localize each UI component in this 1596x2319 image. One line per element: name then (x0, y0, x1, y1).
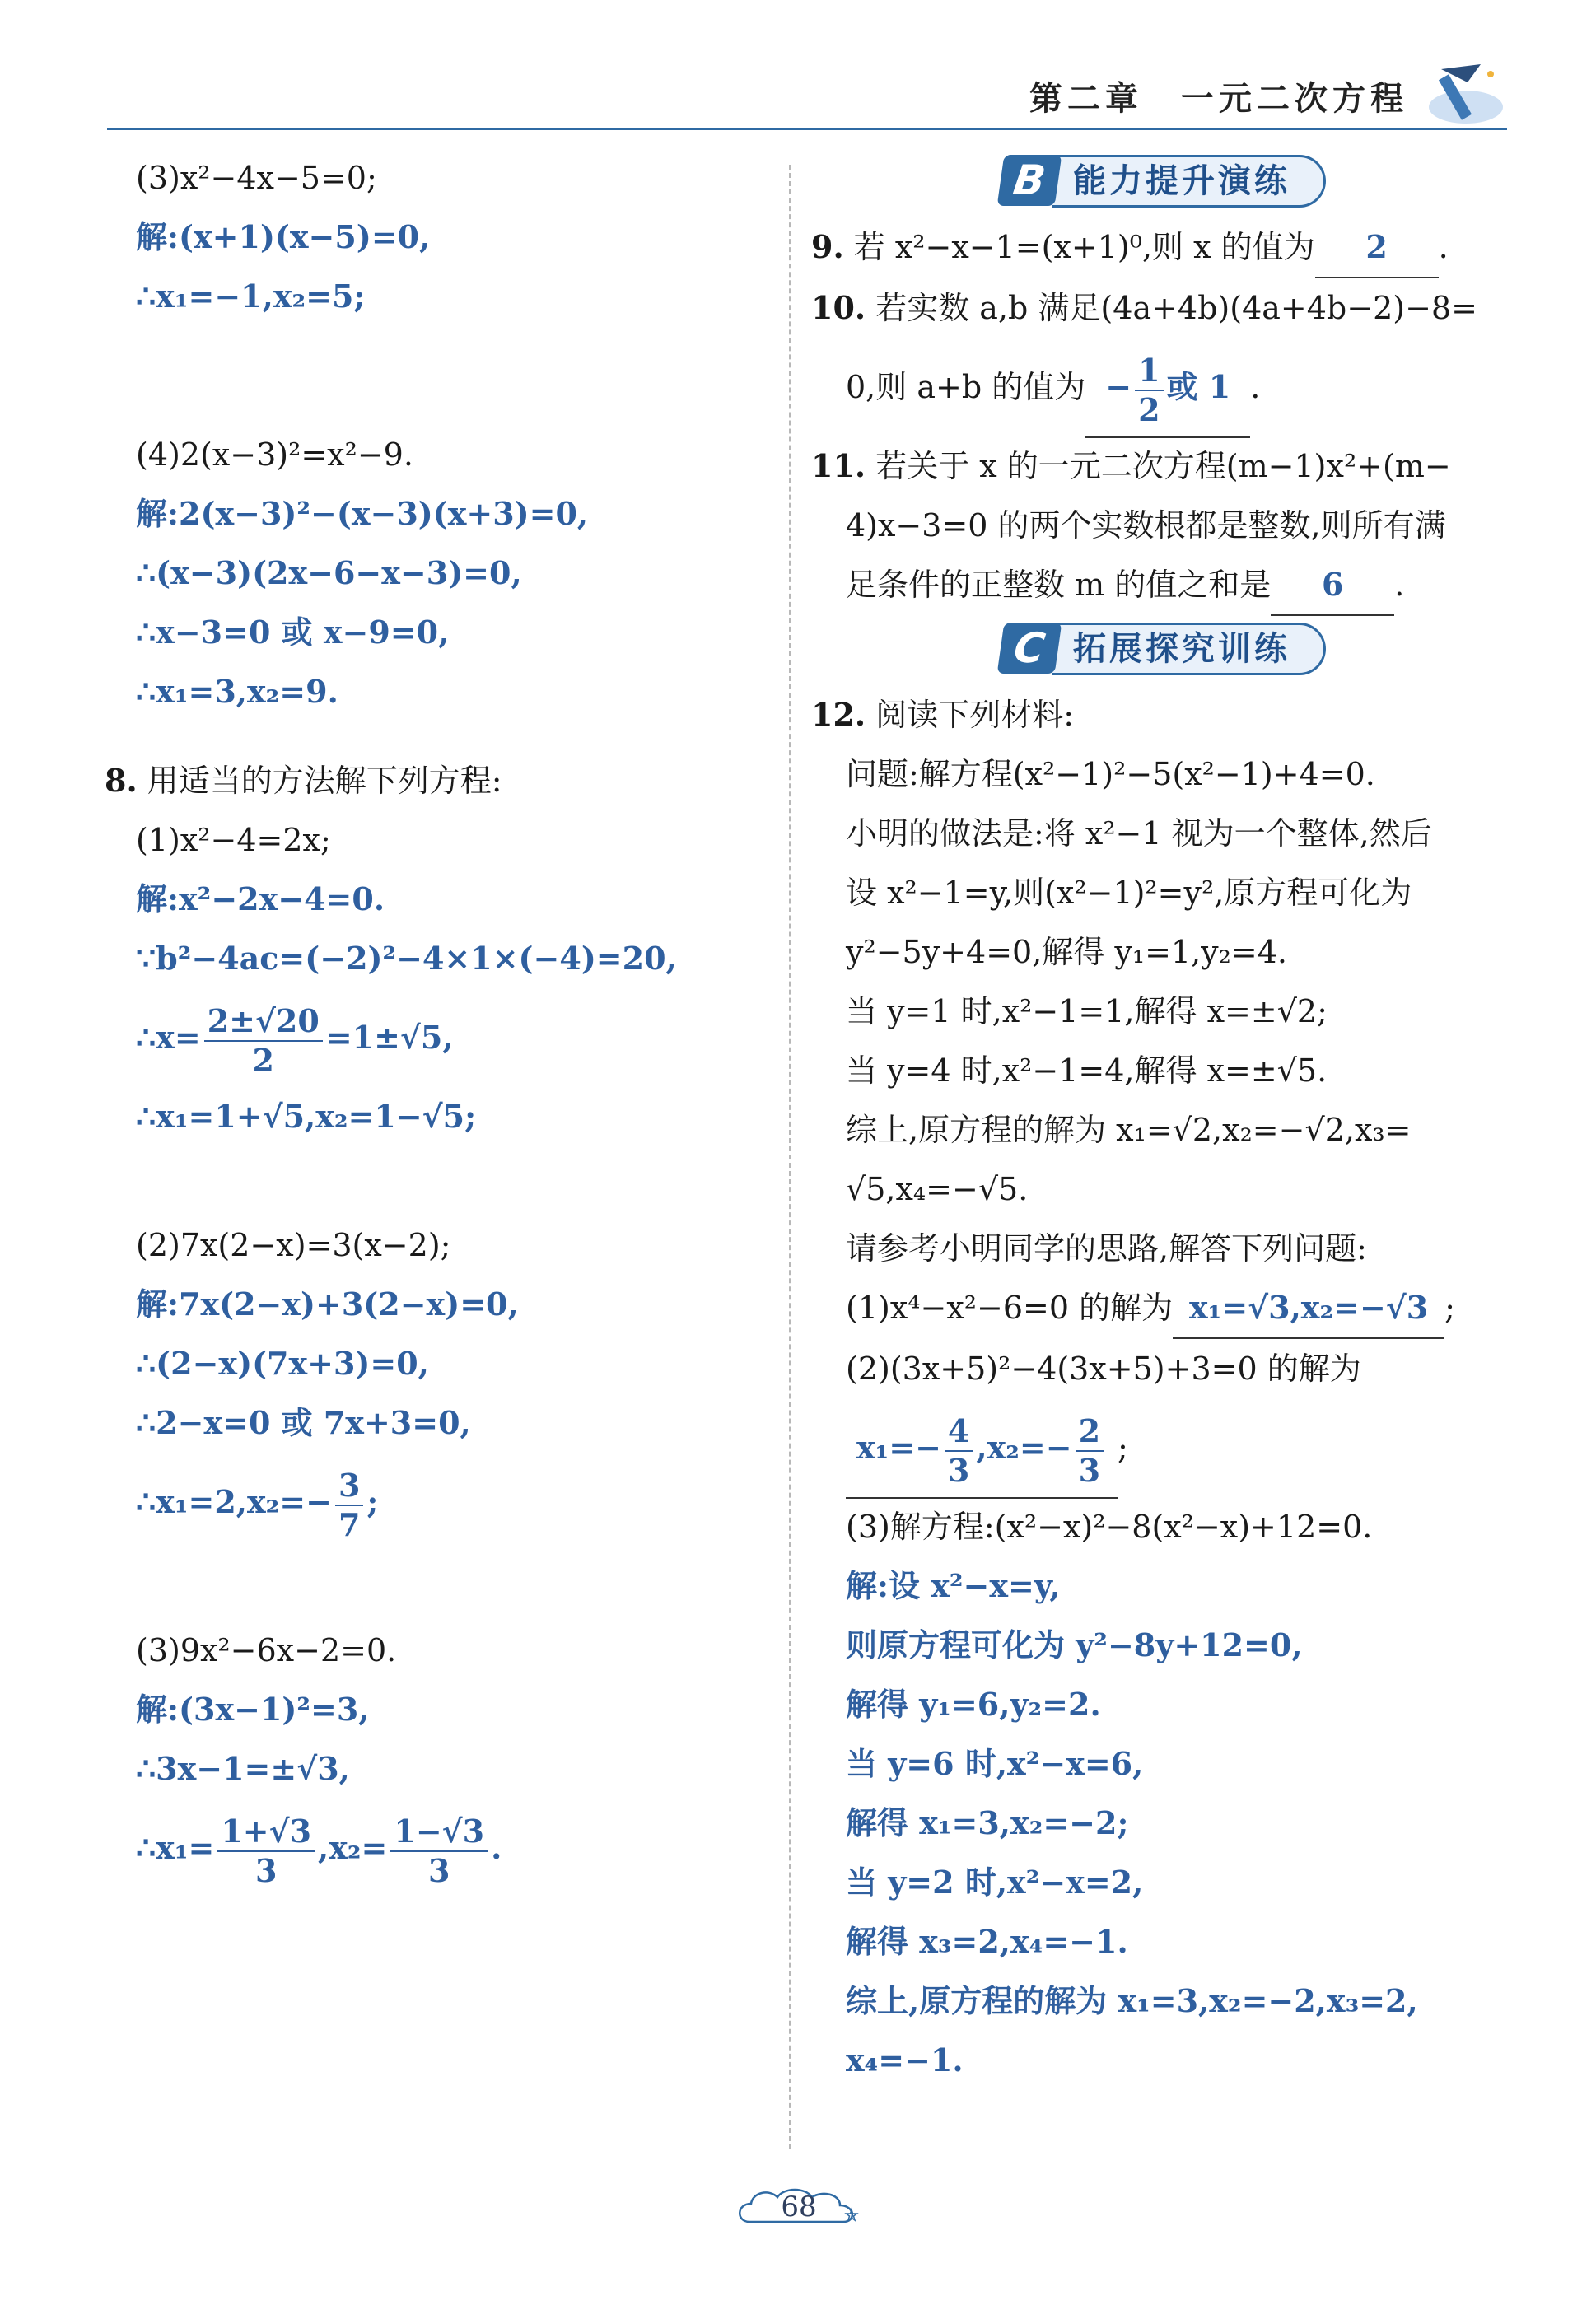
subquestion-2-end: ; (1118, 1430, 1128, 1466)
problem-4-step1: 解:2(x−3)²−(x−3)(x+3)=0, (136, 495, 589, 532)
question-10-answer-fraction (1135, 352, 1163, 429)
subquestion-3-step6: 当 y=2 时,x²−x=2, (846, 1864, 1144, 1901)
question-11-number: 11. (811, 447, 866, 484)
q8-1-step3 (136, 988, 762, 1087)
problem-4-question: (4)2(x−3)²=x²−9. (136, 436, 413, 473)
question-11-text-1: 若关于 x 的一元二次方程(m−1)x²+(m− (875, 448, 1451, 484)
subquestion-2-fraction-2 (1076, 1412, 1104, 1490)
q8-3-step3-middle: ,x₂= (318, 1829, 388, 1866)
q8-2-step1: 解:7x(2−x)+3(2−x)=0, (136, 1285, 519, 1323)
question-10-line2 (811, 338, 1478, 436)
material-line-5: 当 y=1 时,x²−1=1,解得 x=±√2; (846, 993, 1328, 1029)
question-12-number: 12. (811, 696, 866, 733)
q8-3-question: (3)9x²−6x−2=0. (136, 1632, 397, 1668)
q8-3-step3-prefix: ∴x₁= (136, 1829, 215, 1866)
problem-3-question: (3)x²−4x−5=0; (136, 160, 377, 196)
subquestion-3-step1: 解:设 x²−x=y, (846, 1567, 1061, 1604)
subquestion-2-answer-line (811, 1398, 1478, 1497)
q8-3-fraction-1-denominator: 3 (254, 1851, 278, 1889)
q8-2-step3: ∴2−x=0 或 7x+3=0, (136, 1404, 471, 1441)
question-12-text: 阅读下列材料: (875, 697, 1075, 733)
problem-3-step2: ∴x₁=−1,x₂=5; (136, 278, 366, 315)
question-10-answer (1085, 338, 1250, 438)
q8-1-step2: ∵b²−4ac=(−2)²−4×1×(−4)=20, (136, 940, 677, 977)
q8-1-fraction-denominator: 2 (252, 1041, 274, 1079)
subquestion-3: (3)解方程:(x²−x)²−8(x²−x)+12=0. (846, 1509, 1373, 1545)
material-line-3: 设 x²−1=y,则(x²−1)²=y²,原方程可化为 (846, 875, 1412, 911)
subquestion-3-step5: 解得 x₁=3,x₂=−2; (846, 1804, 1129, 1841)
section-banner-b (811, 148, 1478, 214)
question-11-end: . (1394, 567, 1405, 603)
question-10-line1 (811, 278, 1478, 338)
subquestion-2-fraction-2-numerator: 2 (1076, 1412, 1104, 1452)
q8-2-fraction-denominator: 7 (338, 1505, 361, 1543)
q8-2-step4-suffix: ; (366, 1483, 379, 1520)
q8-1-step4: ∴x₁=1+√5,x₂=1−√5; (136, 1098, 477, 1135)
q8-3-step1: 解:(3x−1)²=3, (136, 1691, 370, 1728)
subquestion-2: (2)(3x+5)²−4(3x+5)+3=0 的解为 (846, 1351, 1361, 1387)
question-10-answer-suffix: 或 1 (1166, 368, 1231, 405)
question-10-end: . (1250, 369, 1261, 405)
subquestion-1-answer: x₁=√3,x₂=−√3 (1173, 1278, 1444, 1339)
q8-2-question: (2)7x(2−x)=3(x−2); (136, 1227, 451, 1263)
material-line-4: y²−5y+4=0,解得 y₁=1,y₂=4. (846, 934, 1287, 970)
section-banner-c (811, 616, 1478, 682)
question-10-answer-sign: − (1105, 368, 1132, 405)
section-c-letter: C (997, 623, 1062, 674)
chapter-title: 第二章 一元二次方程 (1029, 79, 1408, 118)
q8-3-fraction-1 (217, 1813, 315, 1890)
subquestion-3-step8: 综上,原方程的解为 x₁=3,x₂=−2,x₃=2, (846, 1982, 1418, 2019)
material-line-8: √5,x₄=−√5. (846, 1171, 1029, 1207)
question-10-fraction-numerator: 1 (1135, 352, 1163, 391)
question-9-text: 若 x²−x−1=(x+1)⁰,则 x 的值为 (853, 229, 1315, 265)
question-11-answer: 6 (1271, 555, 1394, 616)
question-8 (105, 751, 762, 810)
material-line-2: 小明的做法是:将 x²−1 视为一个整体,然后 (846, 815, 1432, 852)
subquestion-1 (811, 1278, 1478, 1339)
question-10-text: 若实数 a,b 满足(4a+4b)(4a+4b−2)−8= (875, 290, 1477, 326)
section-c-title: 拓展探究训练 (1052, 623, 1326, 675)
q8-3-fraction-1-numerator: 1+√3 (217, 1813, 315, 1852)
subquestion-1-end: ; (1444, 1290, 1455, 1326)
right-column (811, 148, 1478, 2090)
problem-4-step4: ∴x₁=3,x₂=9. (136, 673, 338, 710)
problem-3-step1: 解:(x+1)(x−5)=0, (136, 218, 431, 255)
page-header (107, 66, 1507, 130)
q8-2-step4-prefix: ∴x₁=2,x₂=− (136, 1483, 332, 1520)
q8-2-step4 (136, 1453, 762, 1551)
q8-3-step3-suffix: . (491, 1829, 502, 1866)
q8-3-fraction-2-denominator: 3 (428, 1851, 450, 1889)
question-8-text: 用适当的方法解下列方程: (147, 763, 502, 799)
page-number: 68 (781, 2191, 817, 2223)
column-divider (789, 165, 791, 2149)
material-line-7: 综上,原方程的解为 x₁=√2,x₂=−√2,x₃= (846, 1112, 1412, 1148)
q8-3-step2: ∴3x−1=±√3, (136, 1750, 350, 1787)
material-line-6: 当 y=4 时,x²−1=4,解得 x=±√5. (846, 1052, 1328, 1089)
subquestion-3-step2: 则原方程可化为 y²−8y+12=0, (846, 1626, 1303, 1663)
left-column (105, 148, 762, 1897)
material-line-1: 问题:解方程(x²−1)²−5(x²−1)+4=0. (846, 756, 1375, 792)
material-line-9: 请参考小明同学的思路,解答下列问题: (846, 1230, 1367, 1267)
subquestion-2-answer (846, 1398, 1118, 1499)
q8-3-fraction-2 (390, 1813, 488, 1890)
q8-1-step1: 解:x²−2x−4=0. (136, 880, 385, 917)
subquestion-2-fraction-1-numerator: 4 (945, 1412, 973, 1452)
question-11-text-3: 足条件的正整数 m 的值之和是 (846, 567, 1272, 603)
question-9 (811, 217, 1478, 278)
question-11-line1 (811, 436, 1478, 496)
q8-1-fraction (204, 1002, 323, 1080)
problem-4-step3: ∴x−3=0 或 x−9=0, (136, 614, 450, 651)
subquestion-2-fraction-2-denominator: 3 (1078, 1451, 1101, 1489)
problem-4-step2: ∴(x−3)(2x−6−x−3)=0, (136, 554, 522, 591)
question-9-end: . (1438, 229, 1449, 265)
question-10-fraction-denominator: 2 (1138, 390, 1160, 428)
q8-2-fraction (335, 1467, 363, 1544)
q8-1-step3-prefix: ∴x= (136, 1019, 201, 1056)
header-rule (107, 128, 1507, 130)
q8-3-step3 (136, 1799, 762, 1897)
pencil-cap-icon (1416, 58, 1507, 132)
question-11-line2: 4)x−3=0 的两个实数根都是整数,则所有满 (846, 507, 1446, 544)
question-10-text-2: 0,则 a+b 的值为 (846, 369, 1086, 405)
subquestion-2-fraction-1-denominator: 3 (947, 1451, 970, 1489)
section-b-title: 能力提升演练 (1052, 155, 1326, 208)
subquestion-3-step4: 当 y=6 时,x²−x=6, (846, 1745, 1144, 1782)
question-9-number: 9. (811, 228, 844, 265)
section-b-letter: B (997, 155, 1062, 206)
question-10-number: 10. (811, 289, 866, 326)
question-9-answer: 2 (1315, 217, 1439, 278)
q8-1-question: (1)x²−4=2x; (136, 822, 331, 858)
question-11-line3 (811, 555, 1478, 616)
subquestion-1-text: (1)x⁴−x²−6=0 的解为 (846, 1290, 1174, 1326)
question-12 (811, 685, 1478, 744)
q8-2-fraction-numerator: 3 (335, 1467, 363, 1506)
question-8-number: 8. (105, 762, 138, 799)
q8-2-step2: ∴(2−x)(7x+3)=0, (136, 1345, 429, 1382)
subquestion-2-fraction-1 (945, 1412, 973, 1490)
subquestion-3-step3: 解得 y₁=6,y₂=2. (846, 1686, 1101, 1723)
q8-1-step3-suffix: =1±√5, (325, 1019, 454, 1056)
subquestion-2-answer-prefix: x₁=− (856, 1429, 941, 1466)
subquestion-3-step9: x₄=−1. (846, 2041, 964, 2079)
page-number-badge (733, 2182, 865, 2235)
q8-3-fraction-2-numerator: 1−√3 (390, 1813, 488, 1852)
q8-1-fraction-numerator: 2±√20 (204, 1002, 323, 1042)
subquestion-2-answer-middle: ,x₂=− (976, 1429, 1072, 1466)
subquestion-3-step7: 解得 x₃=2,x₄=−1. (846, 1923, 1128, 1960)
